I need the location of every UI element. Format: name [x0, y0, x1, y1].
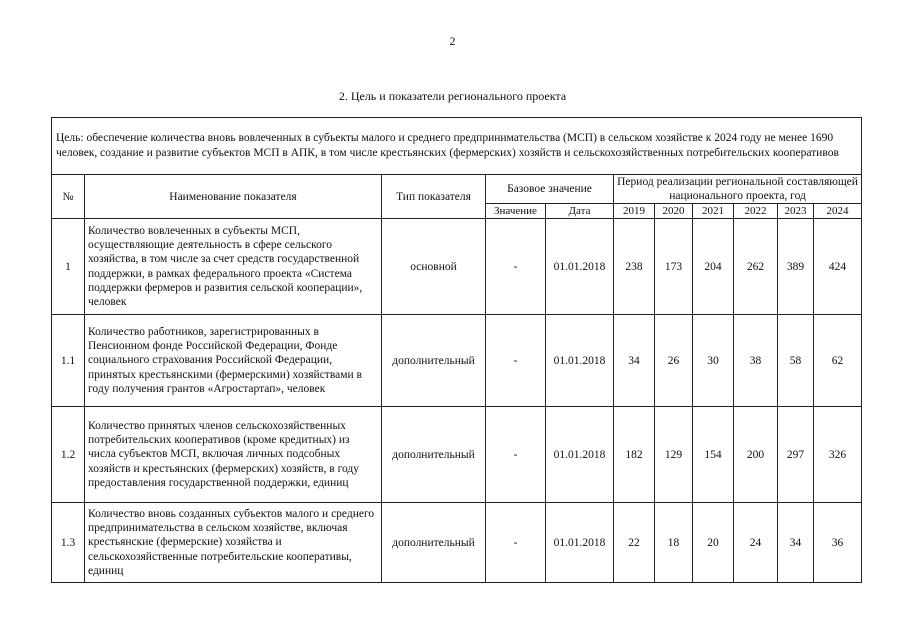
row-year-value: 18 — [655, 503, 693, 583]
header-name: Наименование показателя — [85, 175, 382, 219]
row-num: 1.1 — [52, 315, 85, 407]
row-num: 1.2 — [52, 407, 85, 503]
row-year-value: 204 — [693, 219, 734, 315]
row-year-value: 62 — [814, 315, 862, 407]
goal-row — [52, 118, 862, 175]
row-year-value: 36 — [814, 503, 862, 583]
row-year-value: 154 — [693, 407, 734, 503]
row-year-value: 58 — [778, 315, 814, 407]
row-year-value: 173 — [655, 219, 693, 315]
row-name: Количество работников, зарегистрированных в Пенсионном фонде Российской Федерации, Фонде социального страхования Российской Федерации, принятых крестьянскими (фермерскими) хозяйствами в году получения грантов «Агростартап», человек — [85, 315, 382, 407]
row-name: Количество принятых членов сельскохозяйственных потребительских кооперативов (кроме кредитных) из числа субъектов МСП, включая личных подсобных хозяйств и крестьянских (фермерских) хозяйств, в году предоставления государственной поддержки, единиц — [85, 407, 382, 503]
row-year-value: 326 — [814, 407, 862, 503]
table-row — [52, 503, 862, 583]
header-value: Значение — [486, 204, 546, 219]
row-num: 1.3 — [52, 503, 85, 583]
row-type: дополнительный — [382, 315, 486, 407]
row-year-value: 200 — [734, 407, 778, 503]
row-year-value: 34 — [778, 503, 814, 583]
header-year: 2024 — [814, 204, 862, 219]
header-year: 2021 — [693, 204, 734, 219]
header-year: 2023 — [778, 204, 814, 219]
row-base-value: - — [486, 407, 546, 503]
row-name: Количество вовлеченных в субъекты МСП, осуществляющие деятельность в сфере сельского хозяйства, в том числе за счет средств государственной поддержки, в рамках федерального проекта «Система поддержки фермеров и развития сельской кооперации», человек — [85, 219, 382, 315]
row-year-value: 24 — [734, 503, 778, 583]
header-row — [52, 175, 862, 204]
header-type: Тип показателя — [382, 175, 486, 219]
indicators-table — [51, 117, 862, 583]
header-year: 2020 — [655, 204, 693, 219]
row-year-value: 238 — [614, 219, 655, 315]
section-title: 2. Цель и показатели регионального проекта — [338, 89, 567, 103]
row-year-value: 262 — [734, 219, 778, 315]
table-row — [52, 315, 862, 407]
page-number: 2 — [449, 34, 456, 48]
table-row — [52, 407, 862, 503]
row-year-value: 20 — [693, 503, 734, 583]
row-year-value: 30 — [693, 315, 734, 407]
row-num: 1 — [52, 219, 85, 315]
row-year-value: 389 — [778, 219, 814, 315]
header-year: 2019 — [614, 204, 655, 219]
row-base-value: - — [486, 315, 546, 407]
row-name: Количество вновь созданных субъектов малого и среднего предпринимательства в сельском хозяйстве, включая крестьянские (фермерские) хозяйства и сельскохозяйственные потребительские кооперативы, единиц — [85, 503, 382, 583]
header-date: Дата — [546, 204, 614, 219]
row-year-value: 182 — [614, 407, 655, 503]
row-year-value: 22 — [614, 503, 655, 583]
header-num: № — [52, 175, 85, 219]
row-year-value: 129 — [655, 407, 693, 503]
row-year-value: 424 — [814, 219, 862, 315]
row-year-value: 34 — [614, 315, 655, 407]
goal-text: Цель: обеспечение количества вновь вовлеченных в субъекты малого и среднего предпринимательства (МСП) в сельском хозяйстве к 2024 году не менее 1690 человек, создание и развитие субъектов МСП в АПК, в том числе крестьянских (фермерских) хозяйств и сельскохозяйственных потребительских кооперативов — [52, 118, 862, 175]
row-base-date: 01.01.2018 — [546, 503, 614, 583]
row-type: дополнительный — [382, 503, 486, 583]
header-base: Базовое значение — [486, 175, 614, 204]
row-base-date: 01.01.2018 — [546, 219, 614, 315]
header-year: 2022 — [734, 204, 778, 219]
row-base-date: 01.01.2018 — [546, 315, 614, 407]
row-year-value: 38 — [734, 315, 778, 407]
row-year-value: 297 — [778, 407, 814, 503]
row-year-value: 26 — [655, 315, 693, 407]
row-base-date: 01.01.2018 — [546, 407, 614, 503]
row-type: дополнительный — [382, 407, 486, 503]
row-type: основной — [382, 219, 486, 315]
row-base-value: - — [486, 219, 546, 315]
row-base-value: - — [486, 503, 546, 583]
header-period: Период реализации региональной составляющей национального проекта, год — [614, 175, 862, 204]
table-row — [52, 219, 862, 315]
